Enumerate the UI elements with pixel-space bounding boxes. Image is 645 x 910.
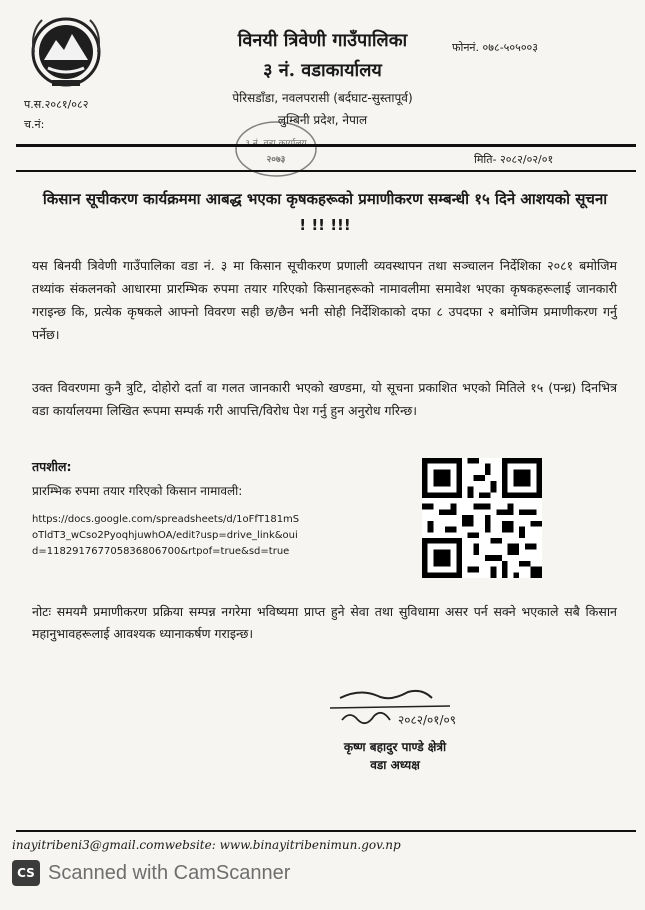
important-note: नोटः समयमै प्रमाणीकरण प्रक्रिया सम्पन्न नगरेमा भविष्यमा प्राप्त हुने सेवा तथा सुविधामा असर पर्न सक्ने भएकाले सबै किसान महानुभावहरूलाई आवश्यक ध्यानाकर्षण गराइन्छ। (32, 604, 617, 641)
signatory-name: कृष्ण बहादुर पाण्डे क्षेत्री (343, 740, 447, 754)
camscanner-watermark: Scanned with CamScanner (48, 862, 291, 884)
farmer-list-label: प्रारम्भिक रुपमा तयार गरिएको किसान नामावली: (32, 484, 243, 498)
signatory-title: वडा अध्यक्ष (370, 758, 420, 772)
date-divider (16, 170, 636, 172)
qr-code[interactable] (418, 458, 546, 578)
office-name: विनयी त्रिवेणी गाउँपालिका (237, 30, 408, 51)
province-line: लुम्बिनी प्रदेश, नेपाल (277, 113, 368, 127)
footer-contact: inayitribeni3@gmail.comwebsite: www.binayitribenimun.gov.np (12, 838, 401, 852)
handwritten-signature (320, 686, 460, 736)
farmer-list-link[interactable]: https://docs.google.com/spreadsheets/d/1oFfT181mSoTldT3_wCso2PyoqhjuwhOA/edit?usp=drive_link&ouid=118291767705836806700&rtpof=true&sd=true (32, 514, 300, 557)
phone-number: फोननं. ०७८-५०५००३ (452, 41, 538, 54)
stamp-text-year: २०७३ (266, 155, 286, 165)
challan-number: च.नं: (24, 118, 45, 131)
footer-divider (16, 830, 636, 832)
camscanner-logo-icon: CS (12, 860, 40, 886)
letter-date: मिति- २०८२/०२/०१ (474, 153, 554, 166)
details-label: तपशील: (32, 459, 72, 474)
signature-date: २०८२/०१/०९ (398, 713, 457, 727)
ward-office-title: ३ नं. वडाकार्यालय (263, 60, 382, 81)
notice-paragraph-1: यस बिनयी त्रिवेणी गाउँपालिका वडा नं. ३ मा किसान सूचीकरण प्रणाली व्यवस्थापन तथा सञ्चालन निर्देशिका २०८१ बमोजिम तथ्यांक संकलनको आधारमा प्रारम्भिक रुपमा तयार गरिएको किसानहरूको नामावलीमा समावेश भएका कृषकहरूलाई जानकारी गराइन्छ कि, प्रत्येक कृषकले आफ्नो विवरण सही छ/छैन भनी सोही निर्देशिकाको दफा ८ उपदफा २ बमोजिम प्रमाणीकरण गर्नु पर्नेछ। (32, 258, 617, 342)
notice-paragraph-2: उक्त विवरणमा कुनै त्रुटि, दोहोरो दर्ता वा गलत जानकारी भएको खण्डमा, यो सूचना प्रकाशित भएको मितिले १५ (पन्ध्र) दिनभित्र वडा कार्यालयमा लिखित रूपमा सम्पर्क गरी आपत्ति/विरोध पेश गर्नु हुन अनुरोध गरिन्छ। (32, 380, 617, 418)
reference-number: प.स.२०८१/०८२ (24, 98, 89, 111)
stamp-text-ward (245, 137, 307, 149)
address-line: पेरिसडाँडा, नवलपरासी (बर्दघाट-सुस्तापूर्व) (232, 91, 413, 105)
header-divider (16, 144, 636, 147)
notice-heading: किसान सूचीकरण कार्यक्रममा आबद्ध भएका कृषकहरूको प्रमाणीकरण सम्बन्धी १५ दिने आशयको सूचना ! !! !!! (42, 190, 608, 234)
